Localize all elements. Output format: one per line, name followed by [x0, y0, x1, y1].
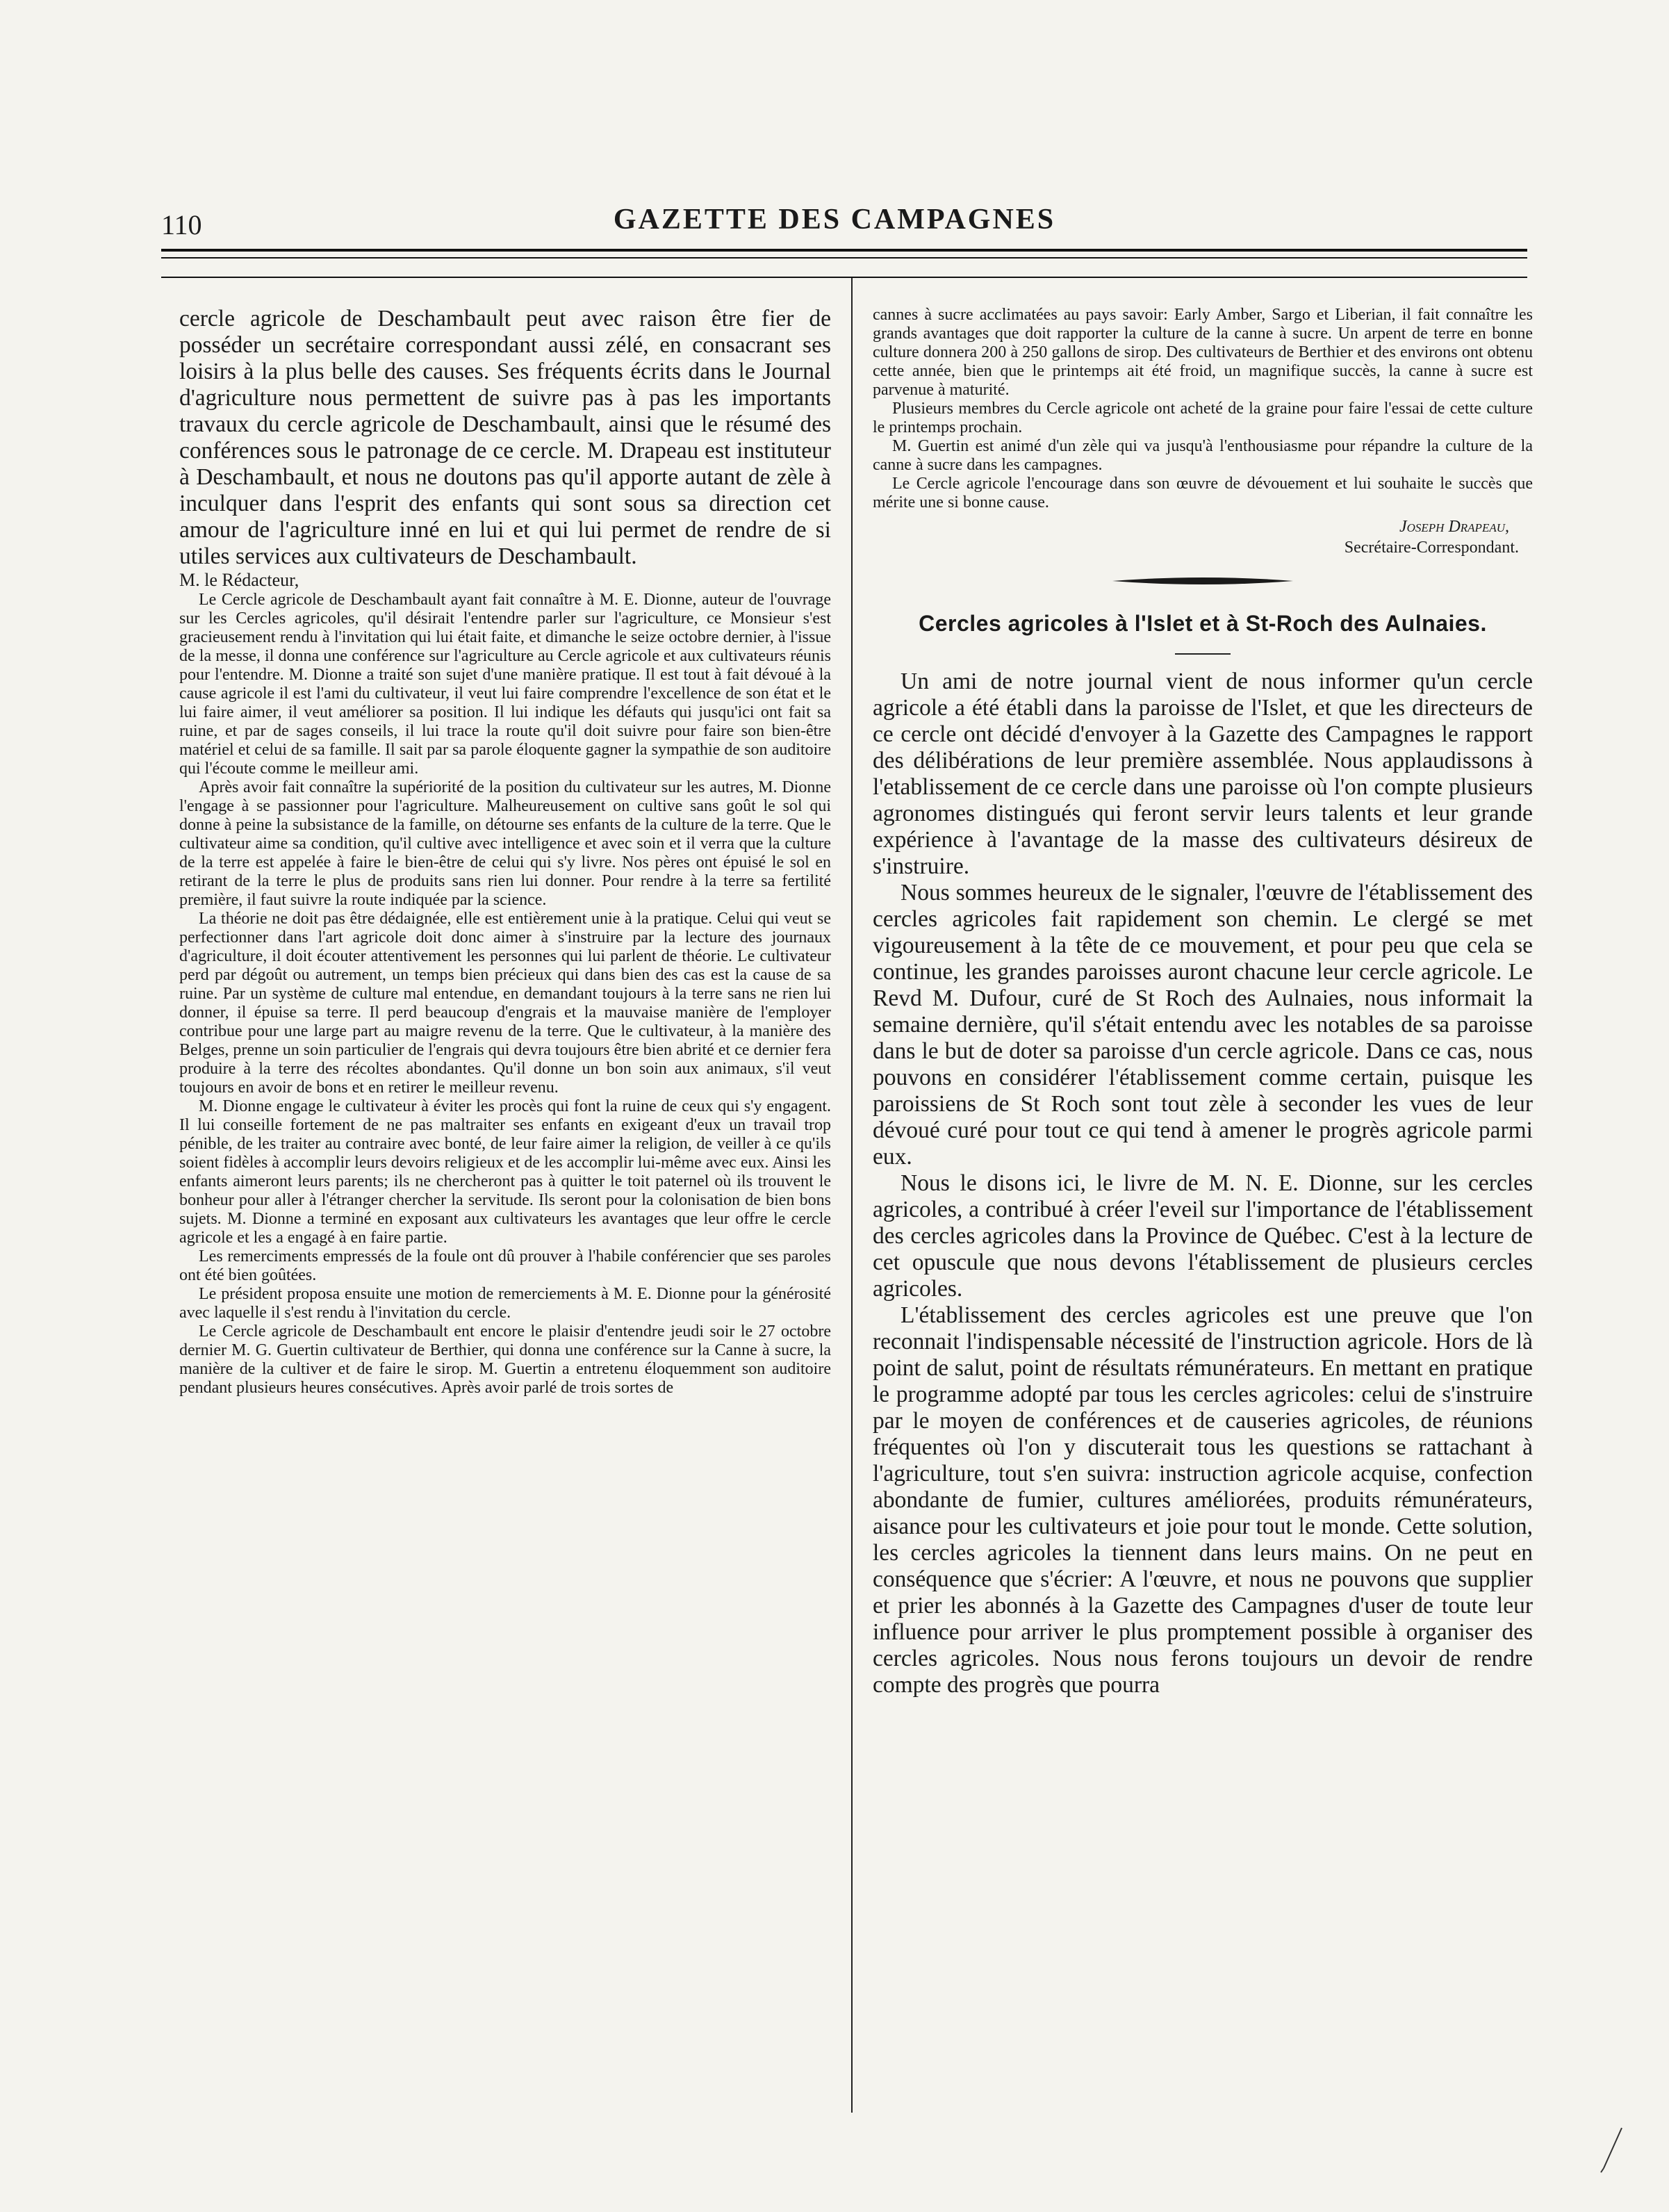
- article-paragraph: Nous le disons ici, le livre de M. N. E. Dionne, sur les cercles agricoles, a contribué à créer l'eveil sur l'importance de l'établissement des cercles agricoles dans la Province de Québec. C'est à la lecture de cet opuscule que nous devons l'établissement de plusieurs cercles agricoles.: [873, 1170, 1533, 1302]
- journal-title: GAZETTE DES CAMPAGNES: [613, 204, 1056, 236]
- page-number: 110: [161, 209, 202, 240]
- column-divider: [851, 278, 853, 2113]
- intro-paragraph: cercle agricole de Deschambault peut avec raison être fier de posséder un secrétaire correspondant aussi zélé, en consacrant ses loisirs à la plus belle des causes. Ses fréquents écrits dans le Journal d'agriculture nous permettent de suivre pas à pas les importants travaux du cercle agricole de Deschambault, ainsi que le résumé des conférences sous le patronage de ce cercle. M. Drapeau est instituteur à Deschambault, et nous ne doutons pas qu'il apporte autant de zèle à inculquer dans l'esprit des enfants qui sont sous sa direction cet amour de l'agriculture inné en lui et qui lui permet de rendre de si utiles services aux cultivateurs de Deschambault.: [179, 306, 831, 569]
- signature-block: [873, 516, 1533, 558]
- letter-salutation: M. le Rédacteur,: [179, 570, 299, 590]
- ornament-rule-icon: [1099, 571, 1307, 591]
- letter-paragraph: Après avoir fait connaître la supériorité de la position du cultivateur sur les autres, M. Dionne l'engage à se passionner pour l'agriculture. Malheureusement on cultive sans goût le sol qui donne à peine la subsistance de la famille, on détourne ses enfants de la culture de la terre. Que le cultivateur aime sa condition, qu'il cultive avec intelligence et avec soin et il verra que la culture de la terre est appelée à faire le bien-être de celui qui s'y livre. Nos pères ont épuisé le sol en retirant de la terre le plus de produits sans rien lui donner. Pour rendre à la terre sa fertilité première, il faut suivre la route indiquée par la science.: [179, 778, 831, 909]
- letter-paragraph: Le Cercle agricole de Deschambault ayant fait connaître à M. E. Dionne, auteur de l'ouvrage sur les Cercles agricoles, qu'il désirait l'entendre parler sur l'agriculture, ce Monsieur s'est gracieusement rendu à l'invitation qui lui était faite, et dimanche le seize octobre dernier, à l'issue de la messe, il donna une conférence sur l'agriculture au Cercle agricole et aux cultivateurs réunis pour l'entendre. M. Dionne a traité son sujet d'une manière pratique. Il est tout à fait dévoué à la cause agricole il est l'ami du cultivateur, il veut lui faire comprendre l'excellence de son état et le lui faire aimer, il veut améliorer sa position. Il lui indique les défauts qui jusqu'ici ont fait sa ruine, et par de sages conseils, il lui trace la route qu'il doit suivre pour faire son bien-être matériel et celui de sa famille. Il sait par sa parole éloquente gagner la sympathie de son auditoire qui l'écoute comme le meilleur ami.: [179, 591, 831, 778]
- letter-paragraph: Le Cercle agricole de Deschambault ent encore le plaisir d'entendre jeudi soir le 27 octobre dernier M. G. Guertin cultivateur de Berthier, qui donna une conférence sur la Canne à sucre, la manière de la cultiver et de faire le sirop. M. Guertin a entretenu éloquemment son auditoire pendant plusieurs heures consécutives. Après avoir parlé de trois sortes de: [179, 1322, 831, 1397]
- letter-paragraph: Plusieurs membres du Cercle agricole ont acheté de la graine pour faire l'essai de cette culture le printemps prochain.: [873, 400, 1533, 436]
- margin-pencil-mark: [1598, 2127, 1626, 2175]
- right-column: [873, 306, 1533, 1698]
- signature-title: Secrétaire-Correspondant.: [1344, 539, 1519, 557]
- letter-paragraph: Le président proposa ensuite une motion de remerciements à M. E. Dionne pour la générosité avec laquelle il s'est rendu à l'invitation du cercle.: [179, 1285, 831, 1322]
- article-paragraph: Un ami de notre journal vient de nous informer qu'un cercle agricole a été établi dans la paroisse de l'Islet, et que les directeurs de ce cercle ont décidé d'envoyer à la Gazette des Campagnes le rapport des délibérations de leur première assemblée. Nous applaudissons à l'etablissement de ce cercle dans une paroisse où l'on compte plusieurs agronomes distingués qui feront servir leurs talents et leur grande expérience à l'avantage de la masse des cultivateurs désireux de s'instruire.: [873, 669, 1533, 879]
- article-paragraph: Nous sommes heureux de le signaler, l'œuvre de l'établissement des cercles agricoles fait rapidement son chemin. Le clergé se met vigoureusement à la tête de ce mouvement, et pour peu que cela se continue, les grandes paroisses auront chacune leur cercle agricole. Le Revd M. Dufour, curé de St Roch des Aulnaies, nous informait la semaine dernière, qu'il s'était entendu avec les notables de sa paroisse dans le but de doter sa paroisse d'un cercle agricole. Dans ce cas, nous pouvons en considérer l'établissement comme certain, puisque les paroissiens de St Roch sont tout zèle à seconder les vues de leur dévoué curé pour tout ce qui tend à amener le progrès agricole parmi eux.: [873, 880, 1533, 1170]
- article-paragraph: L'établissement des cercles agricoles est une preuve que l'on reconnait l'indispensable nécessité de l'instruction agricole. Hors de là point de salut, point de résultats rémunérateurs. En mettant en pratique le programme adopté par tous les cercles agricoles: celui de s'instruire par le moyen de conférences et de causeries agricoles, de réunions fréquentes où l'on y discuterait tous les questions se rattachant à l'agriculture, tout s'en suivra: instruction agricole acquise, confection abondante de fumier, cultures améliorées, produits rémunérateurs, aisance pour les cultivateurs et joie pour tout le monde. Cette solution, les cercles agricoles la tiennent dans leurs mains. On ne peut en conséquence que s'écrier: A l'œuvre, et nous ne pouvons que supplier et prier les abonnés à la Gazette des Campagnes d'user de toute leur influence pour arriver le plus promptement possible à organiser des cercles agricoles. Nous nous ferons toujours un devoir de rendre compte des progrès que pourra: [873, 1302, 1533, 1698]
- letter-paragraph: La théorie ne doit pas être dédaignée, elle est entièrement unie à la pratique. Celui qui veut se perfectionner dans l'art agricole doit donc aimer à s'instruire par la lecture des journaux d'agriculture, il doit écouter attentivement les personnes qui lui parlent de théorie. Le cultivateur perd par dégoût ou autrement, un temps bien précieux qui dans bien des cas est la cause de sa ruine. Par un système de culture mal entendue, en demandant toujours à la terre sans ne rien lui donner, il épuise sa terre. Il perd beaucoup d'engrais et la mauvaise manière de l'employer contribue pour une large part au maigre revenu de la terre. Que le cultivateur, à la manière des Belges, prenne un soin particulier de l'engrais qui devra toujours être bien abrité et ce dernier fera produire à la terre des récoltes abondantes. Qu'il donne un bon soin aux animaux, s'il veut toujours en avoir de bons et en retirer le meilleur revenu.: [179, 910, 831, 1097]
- header-rule: [161, 257, 1527, 259]
- section-fleuron: [873, 564, 1533, 598]
- letter-paragraph: M. Dionne engage le cultivateur à éviter les procès qui font la ruine de ceux qui s'y engagent. Il lui conseille fortement de ne pas maltraiter ses enfants en exigeant d'eux un travail trop pénible, de les traiter au contraire avec bonté, de leur faire aimer la religion, de veiller à ce qu'ils soient fidèles à accomplir leurs devoirs religieux et de les accomplir lui-même avec eux. Ainsi les enfants aimeront leurs parents; ils ne chercheront pas à quitter le toit paternel où ils trouvent le bonheur pour aller à l'étranger chercher la servitude. Ils seront pour la colonisation de bien bons sujets. M. Dionne a terminé en exposant aux cultivateurs les avantages que leur offre le cercle agricole et les a engagé à en faire partie.: [179, 1097, 831, 1247]
- header-rule: [161, 249, 1527, 252]
- letter-paragraph: M. Guertin est animé d'un zèle qui va jusqu'à l'enthousiasme pour répandre la culture de la canne à sucre dans les campagnes.: [873, 437, 1533, 474]
- letter-paragraph: cannes à sucre acclimatées au pays savoir: Early Amber, Sargo et Liberian, il fait connaître les grands avantages que doit rapporter la culture de la canne à sucre. Un arpent de terre en bonne culture donnera 200 à 250 gallons de sirop. Des cultivateurs de Berthier et des environs ont obtenu cette année, bien que le printemps ait été froid, un magnifique succès, la canne à sucre est parvenue à maturité.: [873, 306, 1533, 399]
- header-rule: [161, 277, 1527, 278]
- left-column: [179, 306, 831, 1398]
- letter-paragraph: Les remerciments empressés de la foule ont dû prouver à l'habile conférencier que ses paroles ont été bien goûtées.: [179, 1247, 831, 1284]
- signature-name: Joseph Drapeau,: [1399, 518, 1509, 536]
- letter-paragraph: Le Cercle agricole l'encourage dans son œuvre de dévouement et lui souhaite le succès que mérite une si bonne cause.: [873, 475, 1533, 511]
- section-heading: Cercles agricoles à l'Islet et à St-Roch des Aulnaies.: [919, 611, 1487, 636]
- heading-rule: [1175, 653, 1231, 655]
